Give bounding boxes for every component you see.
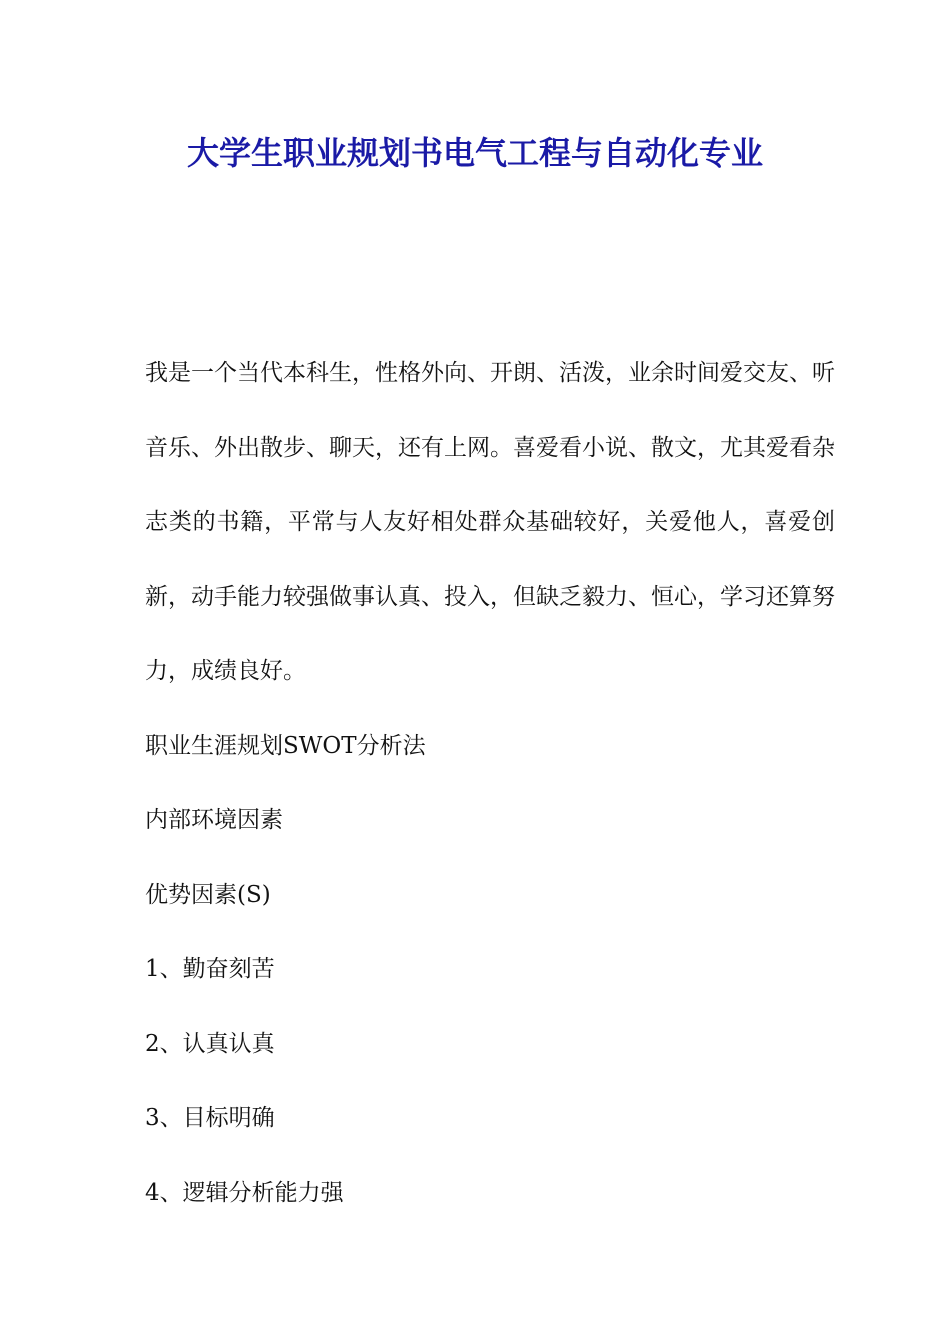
document-title: 大学生职业规划书电气工程与自动化专业 <box>186 134 763 172</box>
document-body <box>145 336 835 1230</box>
strength-item: 4、逻辑分析能力强 <box>145 1179 344 1206</box>
intro-paragraph: 我是一个当代本科生，性格外向、开朗、活泼，业余时间爱交友、听音乐、外出散步、聊天，还有上网。喜爱看小说、散文，尤其爱看杂志类的书籍，平常与人友好相处群众基础较好，关爱他人，喜爱创新，动手能力较强做事认真、投入，但缺乏毅力、恒心，学习还算努力，成绩良好。 <box>145 360 835 684</box>
strength-item: 2、认真认真 <box>145 1030 275 1057</box>
internal-factors-heading: 内部环境因素 <box>145 807 283 833</box>
strength-item: 3、目标明确 <box>145 1105 275 1131</box>
strength-item: 1、勤奋刻苦 <box>145 956 275 982</box>
strengths-heading: 优势因素(S) <box>145 881 271 908</box>
swot-heading: 职业生涯规划SWOT分析法 <box>145 732 426 759</box>
